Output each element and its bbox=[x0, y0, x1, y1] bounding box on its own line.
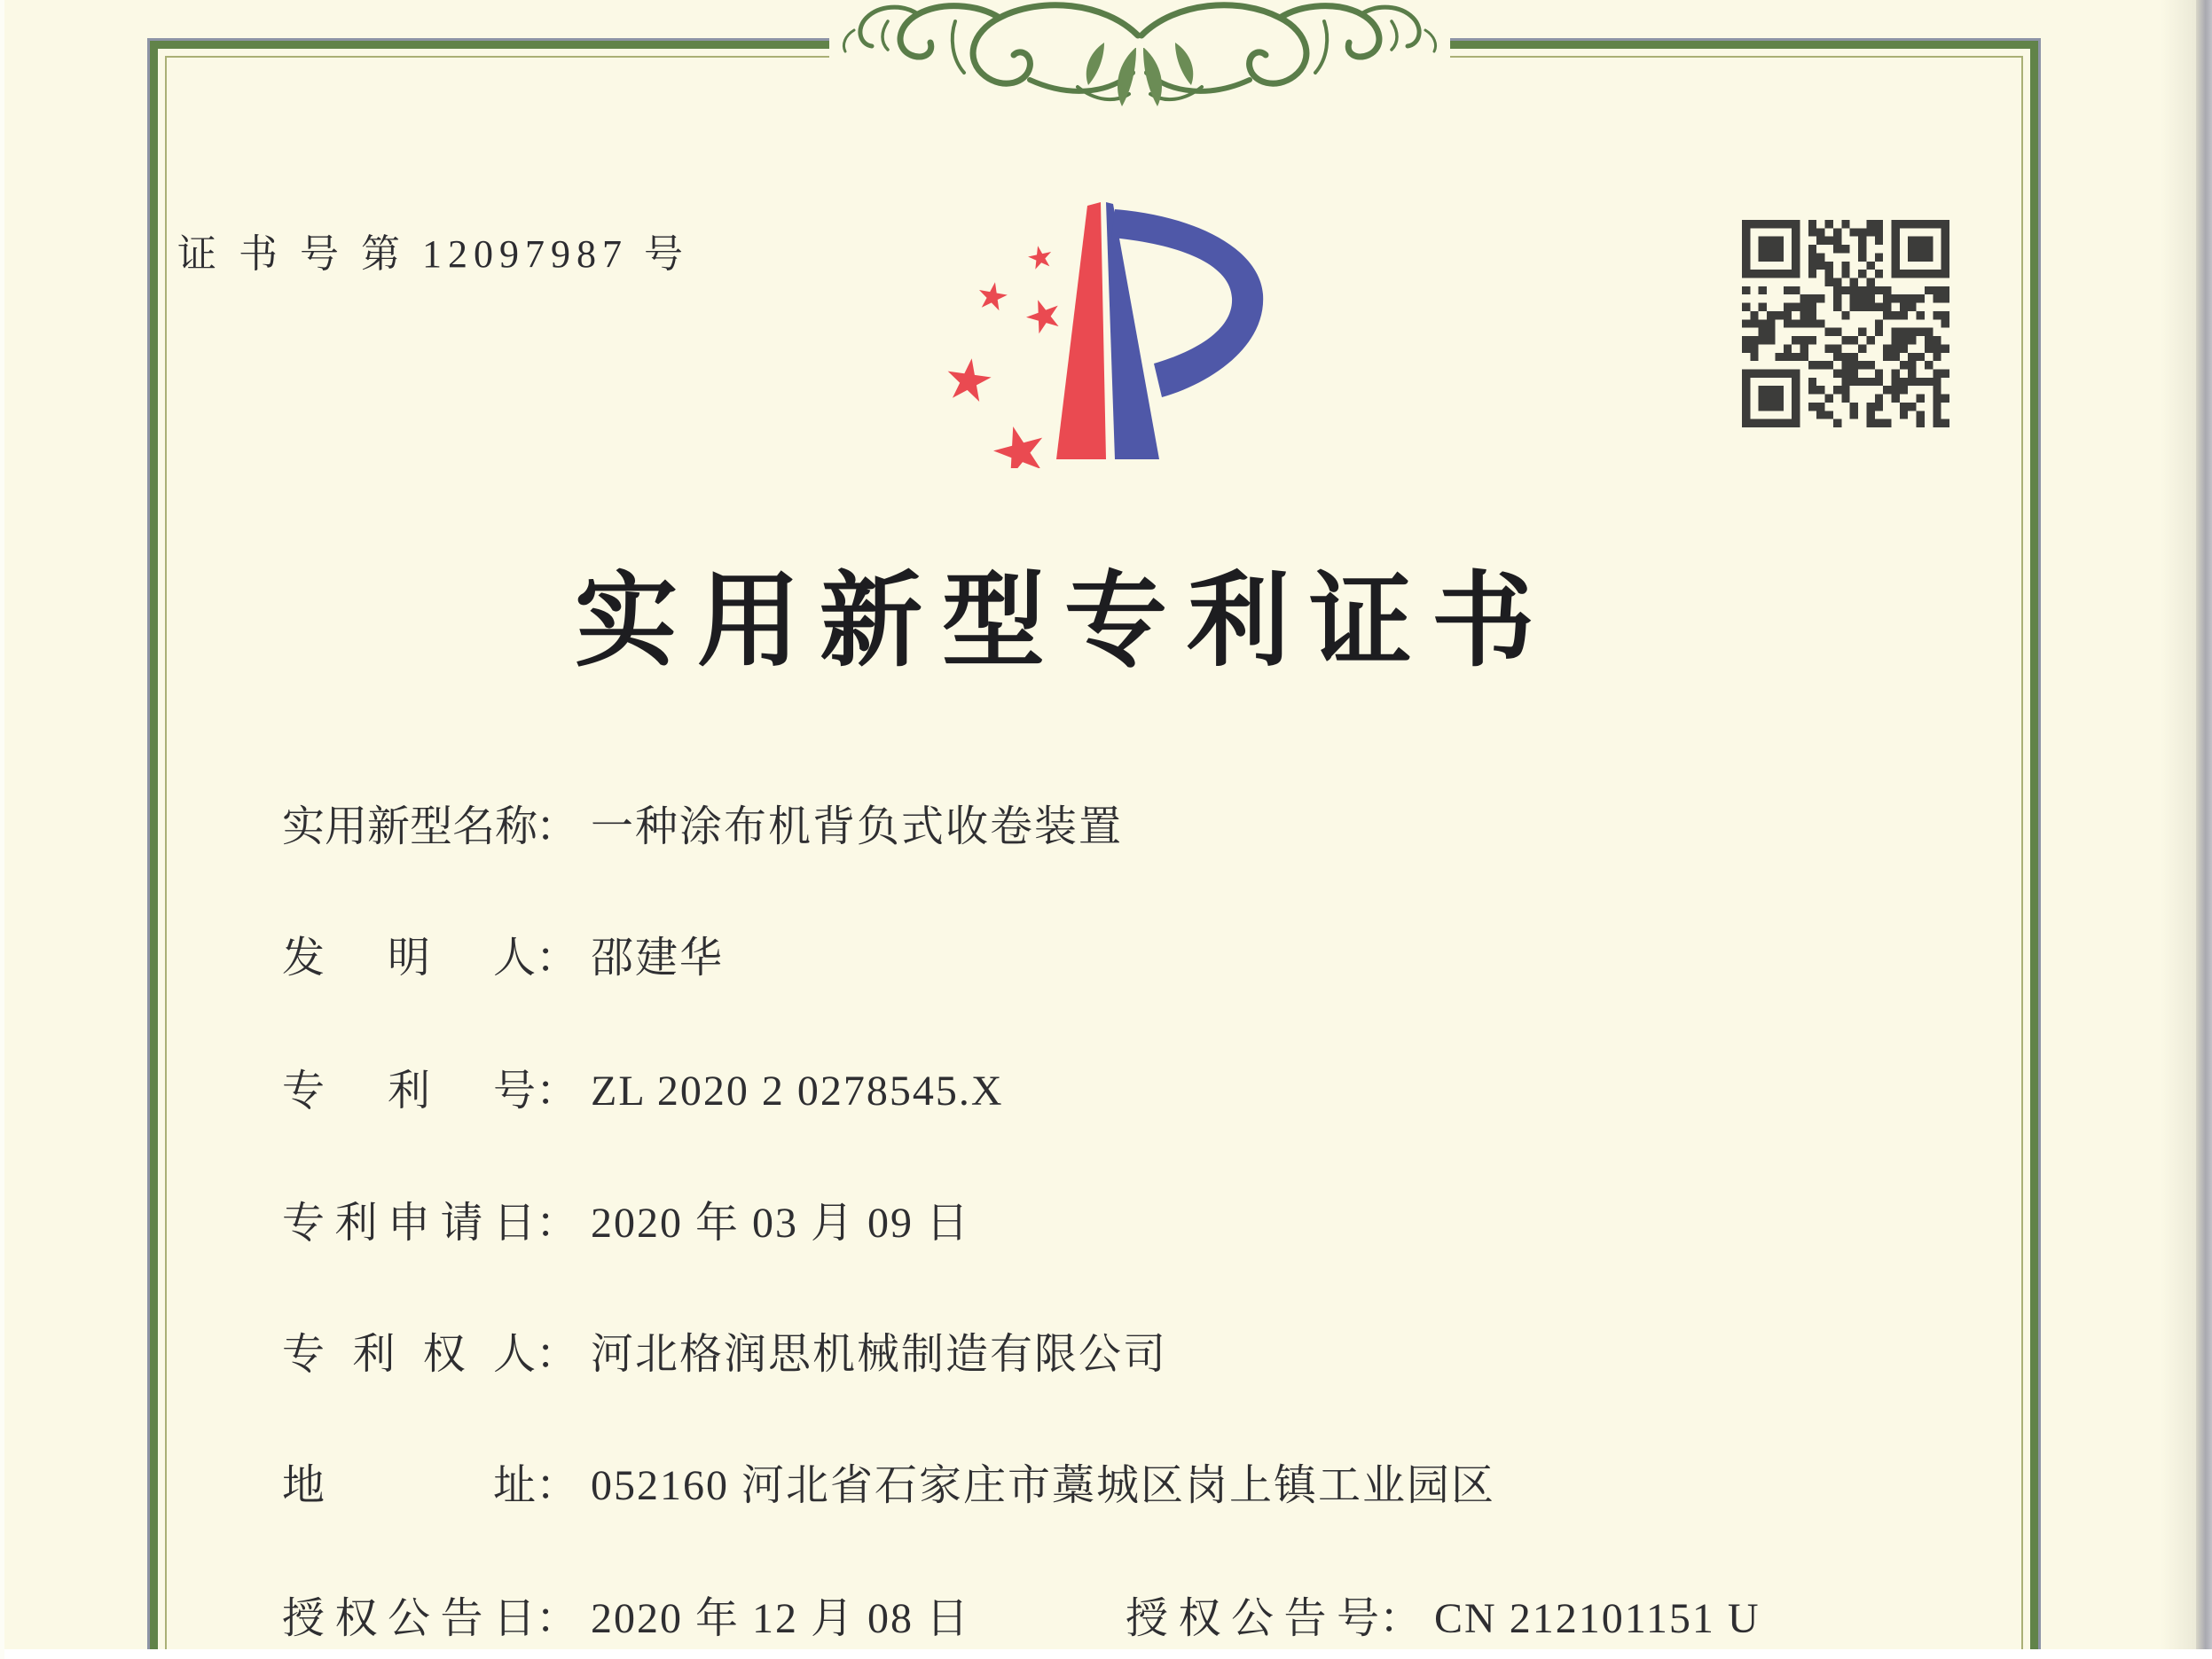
field-colon: ： bbox=[536, 935, 579, 982]
field-colon: ： bbox=[536, 1331, 579, 1378]
field-label: 专 利 号 bbox=[282, 1068, 536, 1115]
certificate-number: 证 书 号 第 12097987 号 bbox=[177, 232, 689, 276]
field-colon: ： bbox=[536, 1462, 579, 1509]
cnipa-patent-logo-icon bbox=[940, 158, 1277, 468]
field-colon: ： bbox=[1379, 1595, 1423, 1642]
field-value: CN 212101151 U bbox=[1434, 1595, 1761, 1642]
field-label: 地 址 bbox=[282, 1462, 536, 1509]
field-row-grant-date bbox=[282, 1594, 970, 1643]
field-value: 052160 河北省石家庄市藁城区岗上镇工业园区 bbox=[591, 1462, 1496, 1509]
field-row-patent-number bbox=[282, 1067, 1004, 1115]
field-label: 授 权 公 告 日 bbox=[282, 1595, 536, 1642]
field-row-patentee bbox=[282, 1330, 1167, 1379]
green-scroll-ornament-icon bbox=[803, 0, 1477, 110]
scan-edge-bottom bbox=[0, 1649, 2212, 1659]
field-value: 一种涂布机背负式收卷装置 bbox=[591, 803, 1124, 850]
field-value: 2020 年 03 月 09 日 bbox=[591, 1200, 971, 1247]
field-label: 授 权 公 告 号 bbox=[1126, 1595, 1379, 1642]
field-colon: ： bbox=[536, 1595, 579, 1642]
field-value: 2020 年 12 月 08 日 bbox=[591, 1595, 971, 1642]
field-row-address bbox=[282, 1461, 1495, 1510]
field-row-grant-publication-number bbox=[1126, 1594, 1761, 1643]
scan-edge-left bbox=[0, 0, 4, 1659]
field-label: 专 利 权 人 bbox=[282, 1331, 536, 1378]
field-row-inventor bbox=[282, 934, 724, 982]
field-row-utility-model-name bbox=[282, 802, 1123, 851]
scan-shadow bbox=[2161, 0, 2196, 1659]
qr-code-icon bbox=[1742, 220, 1949, 427]
field-colon: ： bbox=[536, 1200, 579, 1247]
field-colon: ： bbox=[536, 803, 579, 850]
field-label: 专 利 申 请 日 bbox=[282, 1200, 536, 1247]
field-row-filing-date bbox=[282, 1199, 970, 1248]
certificate-title: 实用新型专利证书 bbox=[575, 566, 1554, 679]
field-value: 邵建华 bbox=[591, 935, 725, 982]
field-label: 实 用 新 型 名 称 bbox=[282, 803, 538, 850]
scan-edge-right bbox=[2196, 0, 2212, 1659]
field-label: 发 明 人 bbox=[282, 935, 536, 982]
field-value: 河北格润思机械制造有限公司 bbox=[591, 1331, 1168, 1378]
field-value: ZL 2020 2 0278545.X bbox=[591, 1068, 1004, 1115]
field-colon: ： bbox=[536, 1068, 579, 1115]
